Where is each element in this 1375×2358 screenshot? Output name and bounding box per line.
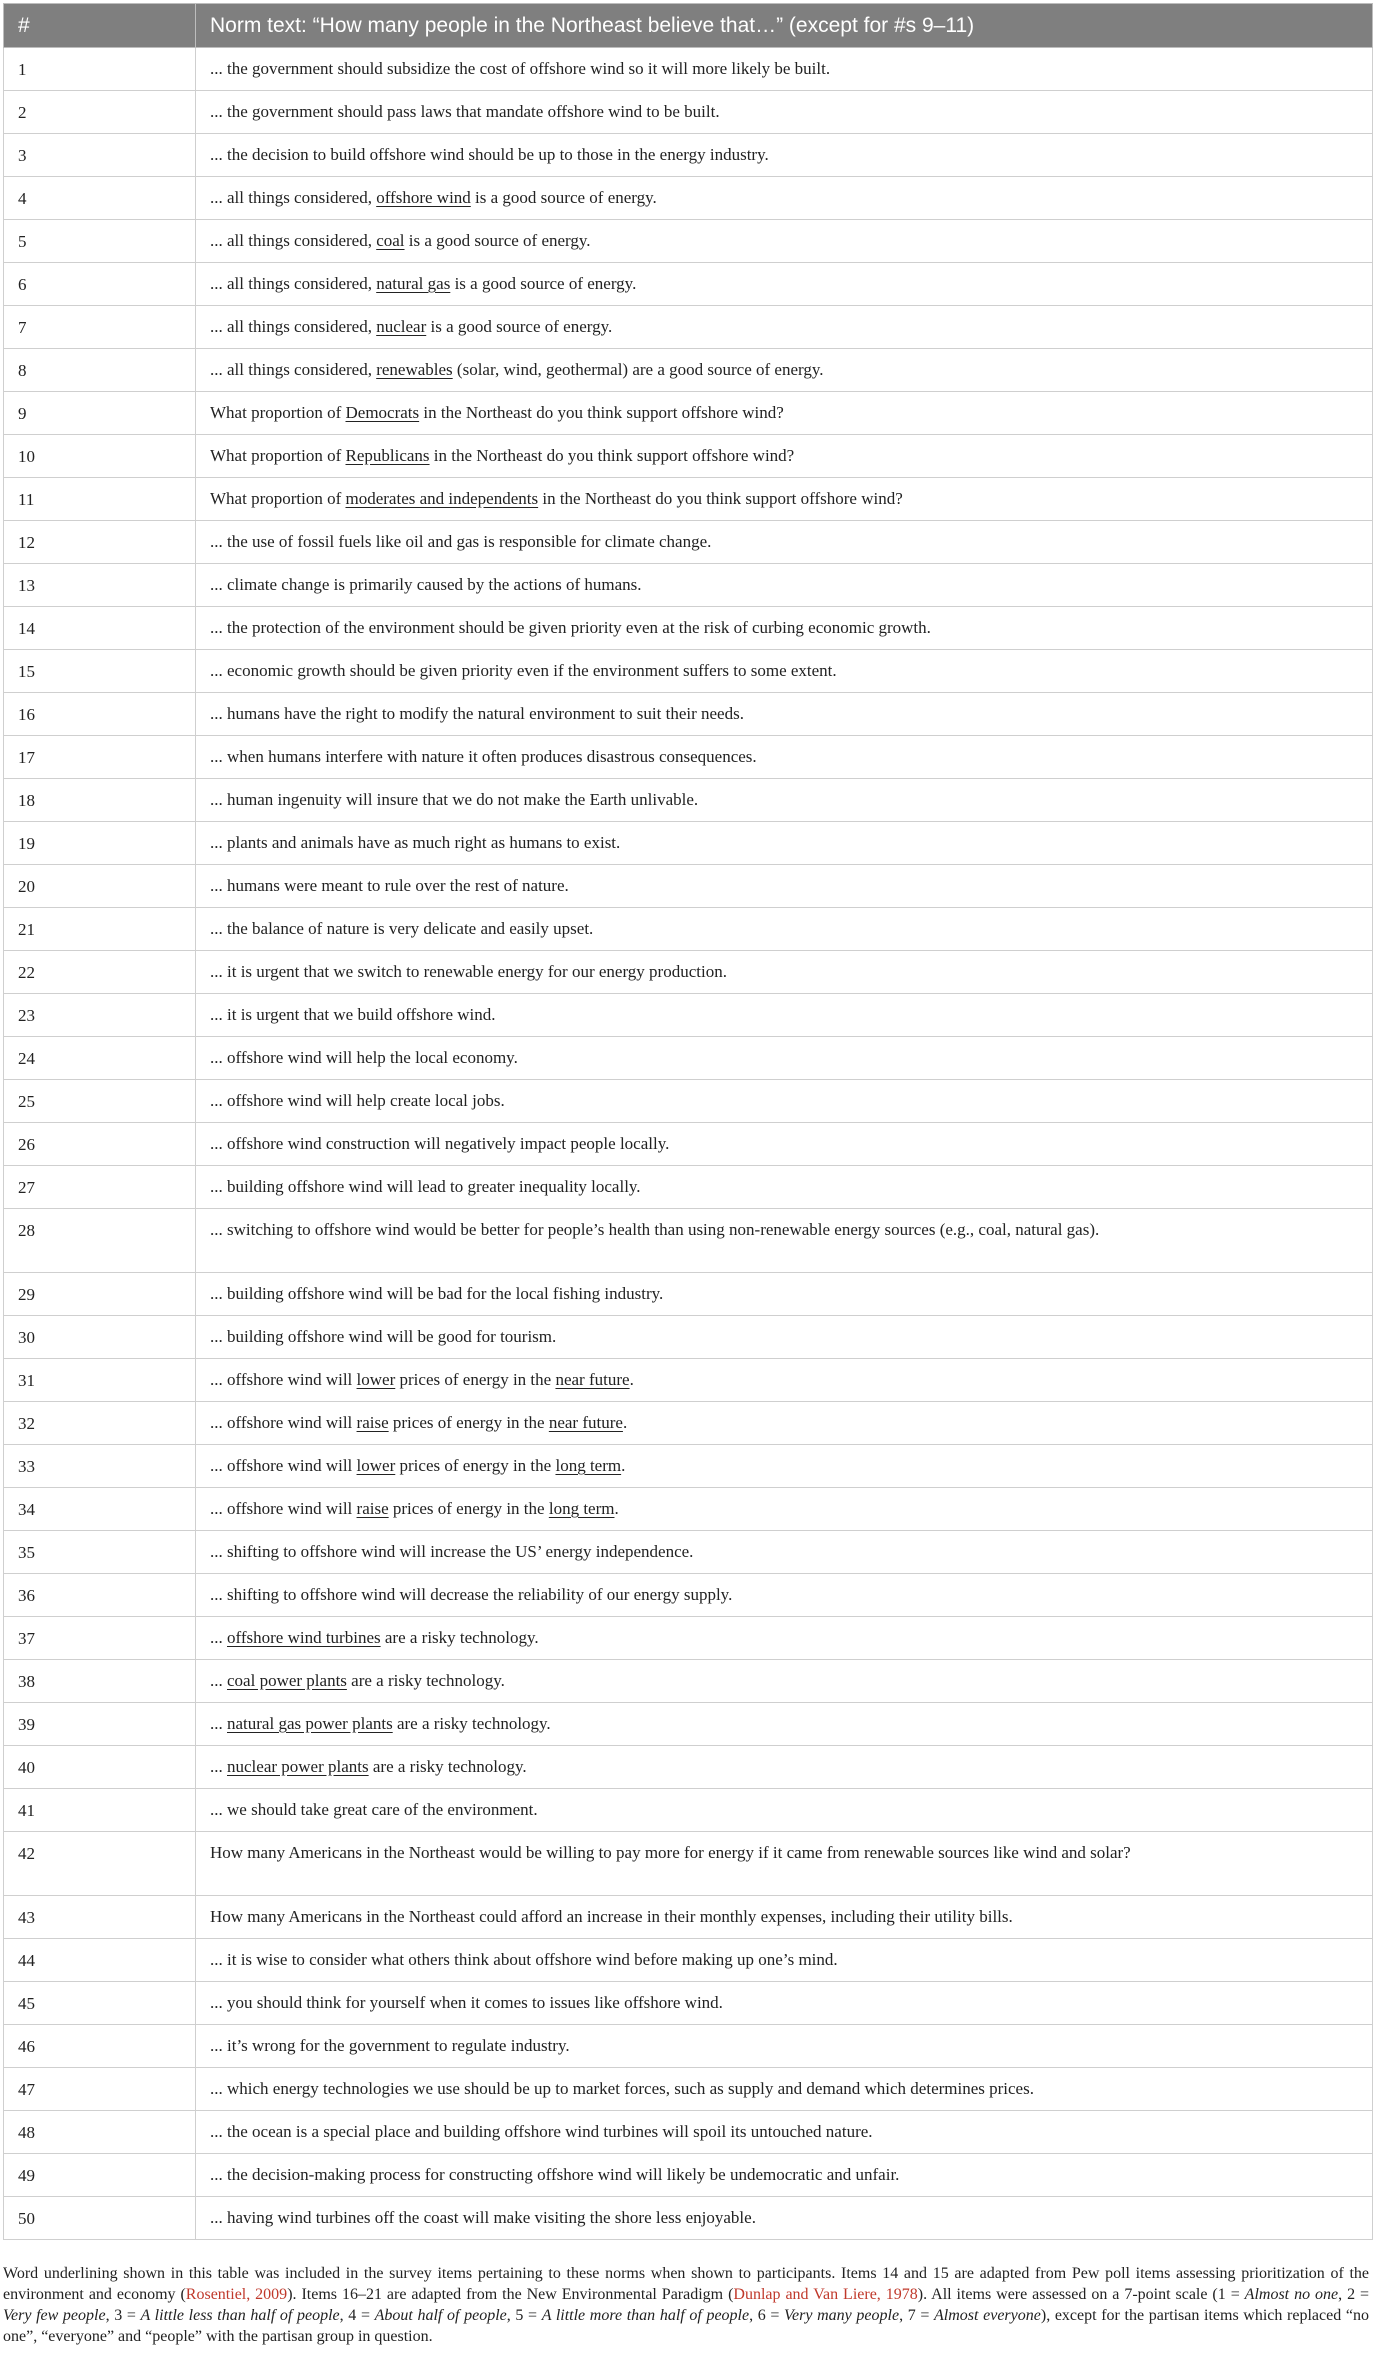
underlined-term: coal power plants	[227, 1671, 347, 1690]
row-number: 1	[4, 48, 196, 91]
table-row	[4, 478, 1373, 521]
norm-text-part: ...	[210, 1714, 227, 1733]
norm-text	[196, 822, 1373, 865]
norm-text-part: prices of energy in the	[395, 1456, 556, 1475]
row-number: 24	[4, 1037, 196, 1080]
norm-text	[196, 392, 1373, 435]
row-number: 44	[4, 1939, 196, 1982]
norm-text	[196, 134, 1373, 177]
scale-label: A little less than half of people	[140, 2307, 340, 2324]
row-number: 38	[4, 1660, 196, 1703]
table-row	[4, 2197, 1373, 2240]
norm-text	[196, 478, 1373, 521]
norm-text-part: are a risky technology.	[392, 1714, 551, 1733]
table-row	[4, 564, 1373, 607]
norm-text-part: is a good source of energy.	[470, 188, 657, 207]
footnote-text: , 4 =	[339, 2307, 375, 2324]
table-row	[4, 2154, 1373, 2197]
norm-text-part: How many Americans in the Northeast could afford an increase in their monthly expenses, including their utility bills.	[210, 1907, 1013, 1926]
norm-text-part: ... all things considered,	[210, 360, 377, 379]
table-body	[4, 48, 1373, 2240]
norm-text-part: What proportion of	[210, 489, 346, 508]
norms-table-container	[3, 3, 1372, 2240]
norm-text	[196, 1273, 1373, 1316]
table-row	[4, 1703, 1373, 1746]
norm-text	[196, 1123, 1373, 1166]
norm-text-part: ... building offshore wind will be good for tourism.	[210, 1327, 557, 1346]
footnote-text: , 3 =	[105, 2307, 141, 2324]
table-row	[4, 1832, 1373, 1896]
norm-text	[196, 263, 1373, 306]
row-number: 9	[4, 392, 196, 435]
norm-text-part: ... humans have the right to modify the natural environment to suit their needs.	[210, 704, 744, 723]
table-row	[4, 48, 1373, 91]
norm-text	[196, 1789, 1373, 1832]
norm-text-part: ... it is wise to consider what others think about offshore wind before making up one’s mind.	[210, 1950, 838, 1969]
row-number: 49	[4, 2154, 196, 2197]
row-number: 14	[4, 607, 196, 650]
table-row	[4, 349, 1373, 392]
table-row	[4, 822, 1373, 865]
norm-text-part: ... offshore wind will	[210, 1499, 357, 1518]
norm-text-part: are a risky technology.	[346, 1671, 505, 1690]
footnote-text: , 5 =	[506, 2307, 542, 2324]
footnote-text: , 7 =	[899, 2307, 935, 2324]
norm-text-part: ...	[210, 1757, 227, 1776]
norm-text	[196, 91, 1373, 134]
norm-text	[196, 865, 1373, 908]
norm-text-part: prices of energy in the	[388, 1499, 549, 1518]
norm-text-part: .	[622, 1413, 628, 1432]
scale-label: Almost no one	[1244, 2286, 1339, 2303]
norm-text-part: ... humans were meant to rule over the rest of nature.	[210, 876, 569, 895]
scale-label: Very many people	[784, 2307, 900, 2324]
norm-text	[196, 177, 1373, 220]
norm-text	[196, 1832, 1373, 1896]
table-row	[4, 1574, 1373, 1617]
row-number: 6	[4, 263, 196, 306]
norm-text-part: prices of energy in the	[388, 1413, 549, 1432]
norm-text-part: ...	[210, 1671, 227, 1690]
norm-text-part: ...	[210, 1628, 227, 1647]
norm-text-part: ... offshore wind will	[210, 1456, 357, 1475]
norm-text-part: in the Northeast do you think support offshore wind?	[538, 489, 903, 508]
table-row	[4, 693, 1373, 736]
table-row	[4, 1789, 1373, 1832]
norm-text-part: ... the decision to build offshore wind should be up to those in the energy industry.	[210, 145, 769, 164]
norm-text-part: ... shifting to offshore wind will increase the US’ energy independence.	[210, 1542, 694, 1561]
table-row	[4, 435, 1373, 478]
norm-text	[196, 1445, 1373, 1488]
norm-text-part: prices of energy in the	[395, 1370, 556, 1389]
norm-text-part: ... offshore wind will	[210, 1370, 357, 1389]
table-row	[4, 865, 1373, 908]
norm-text-part: How many Americans in the Northeast would be willing to pay more for energy if it came from renewable sources like wind and solar?	[210, 1843, 1131, 1862]
table-row	[4, 779, 1373, 822]
row-number: 5	[4, 220, 196, 263]
row-number: 11	[4, 478, 196, 521]
underlined-term: offshore wind turbines	[227, 1628, 381, 1647]
row-number: 28	[4, 1209, 196, 1273]
norm-text	[196, 1531, 1373, 1574]
norm-text	[196, 1660, 1373, 1703]
row-number: 22	[4, 951, 196, 994]
table-row	[4, 2111, 1373, 2154]
table-row	[4, 908, 1373, 951]
table-row	[4, 1037, 1373, 1080]
table-row	[4, 1660, 1373, 1703]
norm-text	[196, 1402, 1373, 1445]
footnote-text: ), except for the partisan items which replaced “no one”, “everyone” and “people” with the partisan group in question.	[3, 2307, 1369, 2345]
norm-text-part: .	[629, 1370, 634, 1389]
underlined-term: nuclear	[376, 317, 427, 336]
norm-text-part: ... the use of fossil fuels like oil and gas is responsible for climate change.	[210, 532, 712, 551]
norm-text-part: ... it is urgent that we build offshore wind.	[210, 1005, 496, 1024]
underlined-term: natural gas power plants	[227, 1714, 393, 1733]
norm-text	[196, 951, 1373, 994]
norm-text-part: ... which energy technologies we use should be up to market forces, such as supply and demand which determines prices.	[210, 2079, 1034, 2098]
norm-text-part: .	[621, 1456, 626, 1475]
table-row	[4, 306, 1373, 349]
table-row	[4, 1402, 1373, 1445]
table-row	[4, 1617, 1373, 1660]
norm-text-part: ... human ingenuity will insure that we do not make the Earth unlivable.	[210, 790, 699, 809]
header-number: #	[4, 4, 196, 48]
underlined-term: nuclear power plants	[227, 1757, 369, 1776]
table-row	[4, 1080, 1373, 1123]
table-row	[4, 392, 1373, 435]
underlined-term: coal	[376, 231, 405, 250]
norm-text-part: ... when humans interfere with nature it often produces disastrous consequences.	[210, 747, 757, 766]
underlined-term: natural gas	[376, 274, 451, 293]
norm-text-part: ... having wind turbines off the coast will make visiting the shore less enjoyable.	[210, 2208, 756, 2227]
norm-text-part: ... shifting to offshore wind will decrease the reliability of our energy supply.	[210, 1585, 733, 1604]
norm-text-part: ... plants and animals have as much right as humans to exist.	[210, 833, 621, 852]
norm-text-part: ... the ocean is a special place and building offshore wind turbines will spoil its untouched nature.	[210, 2122, 873, 2141]
underlined-term: Republicans	[345, 446, 430, 465]
table-row	[4, 951, 1373, 994]
row-number: 40	[4, 1746, 196, 1789]
norms-table	[3, 3, 1373, 2240]
row-number: 4	[4, 177, 196, 220]
footnote-text: ). All items were assessed on a 7-point scale (1 =	[917, 2286, 1245, 2303]
table-row	[4, 220, 1373, 263]
table-row	[4, 1209, 1373, 1273]
row-number: 26	[4, 1123, 196, 1166]
table-row	[4, 2068, 1373, 2111]
norm-text	[196, 2111, 1373, 2154]
norm-text-part: ... the decision-making process for constructing offshore wind will likely be undemocratic and unfair.	[210, 2165, 900, 2184]
norm-text	[196, 306, 1373, 349]
table-row	[4, 2025, 1373, 2068]
row-number: 17	[4, 736, 196, 779]
table-row	[4, 650, 1373, 693]
norm-text-part: ... economic growth should be given priority even if the environment suffers to some extent.	[210, 661, 837, 680]
norm-text-part: ... the government should pass laws that mandate offshore wind to be built.	[210, 102, 720, 121]
row-number: 36	[4, 1574, 196, 1617]
norm-text	[196, 349, 1373, 392]
norm-text	[196, 736, 1373, 779]
norm-text-part: ... offshore wind construction will negatively impact people locally.	[210, 1134, 670, 1153]
norm-text	[196, 1209, 1373, 1273]
row-number: 34	[4, 1488, 196, 1531]
norm-text	[196, 1080, 1373, 1123]
norm-text	[196, 2197, 1373, 2240]
row-number: 21	[4, 908, 196, 951]
underlined-term: raise	[356, 1499, 389, 1518]
row-number: 16	[4, 693, 196, 736]
norm-text-part: What proportion of	[210, 446, 346, 465]
underlined-term: lower	[356, 1370, 396, 1389]
underlined-term: near future	[548, 1413, 623, 1432]
underlined-term: lower	[356, 1456, 396, 1475]
norm-text-part: ... we should take great care of the environment.	[210, 1800, 538, 1819]
table-footnote	[3, 2263, 1369, 2347]
table-row	[4, 1746, 1373, 1789]
row-number: 48	[4, 2111, 196, 2154]
row-number: 25	[4, 1080, 196, 1123]
norm-text-part: ... all things considered,	[210, 188, 377, 207]
table-row	[4, 1488, 1373, 1531]
row-number: 39	[4, 1703, 196, 1746]
row-number: 27	[4, 1166, 196, 1209]
norm-text-part: ... the protection of the environment should be given priority even at the risk of curbing economic growth.	[210, 618, 931, 637]
norm-text	[196, 1316, 1373, 1359]
underlined-term: moderates and independents	[345, 489, 539, 508]
norm-text	[196, 1939, 1373, 1982]
row-number: 32	[4, 1402, 196, 1445]
norm-text-part: ... all things considered,	[210, 231, 377, 250]
norm-text-part: ... offshore wind will help the local economy.	[210, 1048, 518, 1067]
underlined-term: long term	[555, 1456, 622, 1475]
norm-text	[196, 564, 1373, 607]
row-number: 42	[4, 1832, 196, 1896]
row-number: 31	[4, 1359, 196, 1402]
norm-text	[196, 693, 1373, 736]
row-number: 33	[4, 1445, 196, 1488]
scale-label: A little more than half of people	[541, 2307, 750, 2324]
norm-text-part: are a risky technology.	[368, 1757, 527, 1776]
underlined-term: renewables	[376, 360, 453, 379]
table-row	[4, 994, 1373, 1037]
row-number: 23	[4, 994, 196, 1037]
norm-text	[196, 48, 1373, 91]
table-row	[4, 736, 1373, 779]
underlined-term: Democrats	[345, 403, 420, 422]
norm-text	[196, 1037, 1373, 1080]
table-row	[4, 134, 1373, 177]
norm-text	[196, 607, 1373, 650]
norm-text	[196, 1617, 1373, 1660]
norm-text-part: ... the balance of nature is very delicate and easily upset.	[210, 919, 594, 938]
citation-link[interactable]: Rosentiel, 2009	[185, 2286, 288, 2303]
norm-text	[196, 994, 1373, 1037]
norm-text-part: ... switching to offshore wind would be better for people’s health than using non-renewable energy sources (e.g., coal, natural gas).	[210, 1220, 1100, 1239]
norm-text-part: (solar, wind, geothermal) are a good source of energy.	[452, 360, 824, 379]
norm-text-part: ... climate change is primarily caused by the actions of humans.	[210, 575, 642, 594]
norm-text	[196, 220, 1373, 263]
norm-text-part: in the Northeast do you think support offshore wind?	[429, 446, 795, 465]
norm-text-part: ... offshore wind will help create local jobs.	[210, 1091, 505, 1110]
norm-text	[196, 1359, 1373, 1402]
norm-text-part: ... building offshore wind will be bad for the local fishing industry.	[210, 1284, 664, 1303]
table-row	[4, 177, 1373, 220]
underlined-term: near future	[555, 1370, 630, 1389]
norm-text-part: is a good source of energy.	[450, 274, 637, 293]
norm-text	[196, 435, 1373, 478]
norm-text	[196, 1896, 1373, 1939]
table-row	[4, 1316, 1373, 1359]
table-row	[4, 607, 1373, 650]
norm-text	[196, 1982, 1373, 2025]
norm-text	[196, 1746, 1373, 1789]
scale-label: Very few people	[3, 2307, 106, 2324]
underlined-term: raise	[356, 1413, 389, 1432]
scale-label: About half of people	[374, 2307, 507, 2324]
row-number: 47	[4, 2068, 196, 2111]
header-norm-text: Norm text: “How many people in the Northeast believe that…” (except for #s 9–11)	[196, 4, 1373, 48]
norm-text	[196, 2025, 1373, 2068]
table-row	[4, 1531, 1373, 1574]
norm-text-part: What proportion of	[210, 403, 346, 422]
norm-text-part: ... you should think for yourself when it comes to issues like offshore wind.	[210, 1993, 723, 2012]
row-number: 3	[4, 134, 196, 177]
table-row	[4, 263, 1373, 306]
row-number: 30	[4, 1316, 196, 1359]
norm-text	[196, 1488, 1373, 1531]
norm-text-part: ... it’s wrong for the government to regulate industry.	[210, 2036, 570, 2055]
row-number: 10	[4, 435, 196, 478]
row-number: 46	[4, 2025, 196, 2068]
row-number: 29	[4, 1273, 196, 1316]
row-number: 41	[4, 1789, 196, 1832]
table-row	[4, 1273, 1373, 1316]
table-row	[4, 1359, 1373, 1402]
norm-text-part: ... the government should subsidize the cost of offshore wind so it will more likely be built.	[210, 59, 831, 78]
underlined-term: long term	[548, 1499, 615, 1518]
row-number: 50	[4, 2197, 196, 2240]
row-number: 2	[4, 91, 196, 134]
table-row	[4, 1982, 1373, 2025]
norm-text	[196, 779, 1373, 822]
norm-text	[196, 650, 1373, 693]
norm-text	[196, 2154, 1373, 2197]
row-number: 20	[4, 865, 196, 908]
row-number: 45	[4, 1982, 196, 2025]
norm-text-part: is a good source of energy.	[426, 317, 613, 336]
footnote-text: , 2 =	[1338, 2286, 1370, 2303]
norm-text-part: ... all things considered,	[210, 317, 377, 336]
row-number: 43	[4, 1896, 196, 1939]
row-number: 37	[4, 1617, 196, 1660]
norm-text	[196, 1703, 1373, 1746]
underlined-term: offshore wind	[376, 188, 471, 207]
row-number: 35	[4, 1531, 196, 1574]
norm-text	[196, 521, 1373, 564]
norm-text-part: ... it is urgent that we switch to renewable energy for our energy production.	[210, 962, 727, 981]
table-row	[4, 1445, 1373, 1488]
row-number: 12	[4, 521, 196, 564]
footnote-text: ). Items 16–21 are adapted from the New Environmental Paradigm (	[287, 2286, 734, 2303]
norm-text	[196, 908, 1373, 951]
norm-text	[196, 1574, 1373, 1617]
norm-text-part: ... offshore wind will	[210, 1413, 357, 1432]
table-header-row	[4, 4, 1373, 48]
row-number: 18	[4, 779, 196, 822]
norm-text-part: ... building offshore wind will lead to greater inequality locally.	[210, 1177, 641, 1196]
footnote-text: , 6 =	[749, 2307, 785, 2324]
norm-text-part: is a good source of energy.	[404, 231, 591, 250]
table-row	[4, 521, 1373, 564]
footnote-text: Word underlining shown in this table was included in the survey items pertaining to these norms when shown to participants. Items 14 and 15 are adapted from Pew poll items assessing prioritization of the environment and economy (	[3, 2265, 1369, 2303]
norm-text-part: in the Northeast do you think support offshore wind?	[419, 403, 784, 422]
table-row	[4, 91, 1373, 134]
norm-text-part: ... all things considered,	[210, 274, 377, 293]
row-number: 19	[4, 822, 196, 865]
row-number: 15	[4, 650, 196, 693]
citation-link[interactable]: Dunlap and Van Liere, 1978	[733, 2286, 918, 2303]
row-number: 8	[4, 349, 196, 392]
norm-text	[196, 1166, 1373, 1209]
norm-text-part: are a risky technology.	[380, 1628, 539, 1647]
table-row	[4, 1166, 1373, 1209]
table-row	[4, 1896, 1373, 1939]
row-number: 13	[4, 564, 196, 607]
table-row	[4, 1123, 1373, 1166]
table-row	[4, 1939, 1373, 1982]
norm-text-part: .	[614, 1499, 619, 1518]
norm-text	[196, 2068, 1373, 2111]
row-number: 7	[4, 306, 196, 349]
scale-label: Almost everyone	[934, 2307, 1041, 2324]
